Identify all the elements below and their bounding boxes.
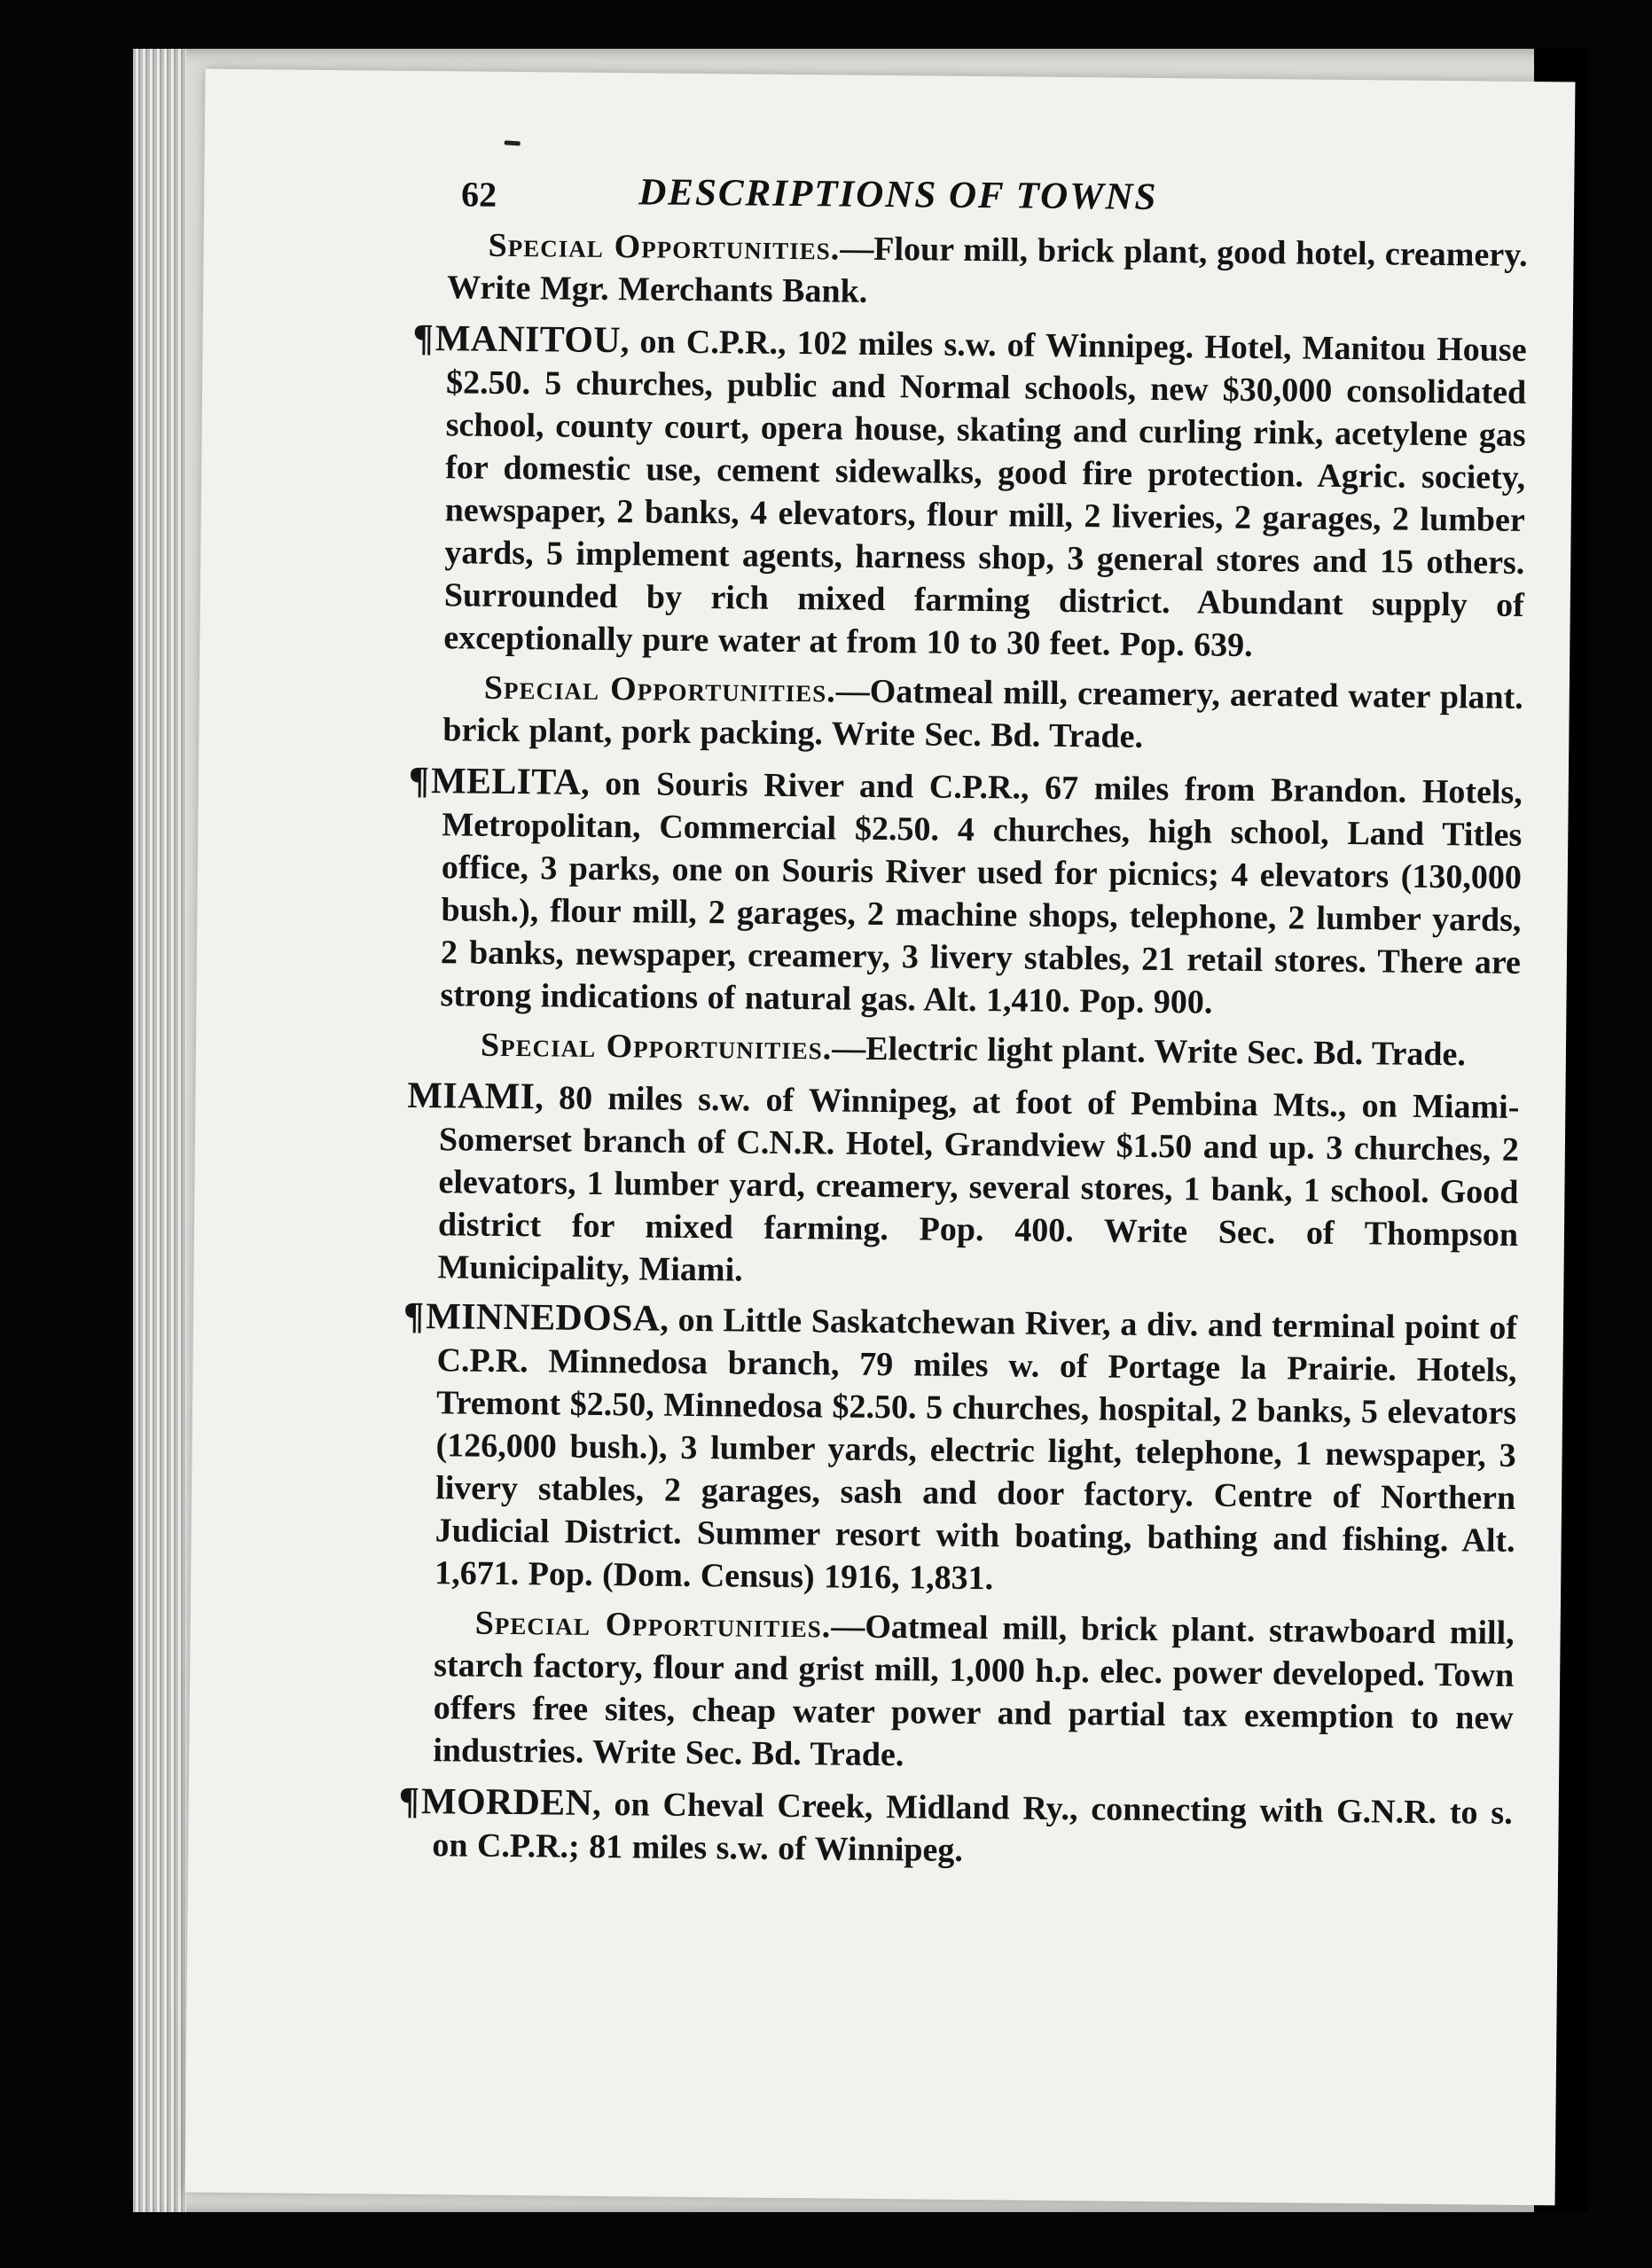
town-name: MELITA bbox=[430, 761, 582, 803]
town-entry-minnedosa bbox=[403, 1294, 1518, 1605]
special-opportunities-paragraph bbox=[433, 1601, 1515, 1782]
running-header: DESCRIPTIONS OF TOWNS bbox=[638, 171, 1158, 218]
town-description: , on Little Saskatchewan River, a div. and terminal point of C.P.R. Minnedosa branch, 79 miles w. of Portage la Prairie. Hotels, Tremont $2.50, Minnedosa $2.50. 5 churches, hospital, 2 banks, 5 elevators (126,000 bush.), 3 lumber yards, electric light, telephone, 1 newspaper, 3 livery stables, 2 garages, sash and door factory. Centre of Northern Judicial District. Summer resort with boating, bathing and fishing. Alt. 1,671. Pop. (Dom. Census) 1916, 1,831. bbox=[435, 1301, 1518, 1598]
special-opportunities-text: —Oatmeal mill, brick plant. strawboard mill, starch factory, flour and grist mill, 1,000 h.p. elec. power developed. Town offers free sites, cheap water power and partial tax exemption to new industries. Write Sec. Bd. Trade. bbox=[433, 1607, 1515, 1774]
pilcrow-mark: ¶ bbox=[403, 1294, 425, 1338]
page-number: 62 bbox=[460, 174, 497, 215]
town-name: MORDEN bbox=[420, 1781, 593, 1824]
special-opportunities-text: —Flour mill, brick plant, good hotel, creamery. Write Mgr. Merchants Bank. bbox=[446, 230, 1528, 310]
town-name: MANITOU bbox=[435, 318, 622, 362]
town-description: , on C.P.R., 102 miles s.w. of Winnipeg. Hotel, Manitou House $2.50. 5 churches, public and Normal schools, new $30,000 consolidated school, county court, opera house, skating and curling rink, acetylene gas for domestic use, cement sidewalks, good fire protection. Agric. society, newspaper, 2 banks, 4 elevators, flour mill, 2 liveries, 2 garages, 2 lumber yards, 5 implement agents, harness shop, 3 general stores and 15 others. Surrounded by rich mixed farming district. Abundant supply of exceptionally pure water at from 10 to 30 feet. Pop. 639. bbox=[443, 323, 1527, 665]
pilcrow-mark: ¶ bbox=[408, 759, 430, 802]
special-opportunities-label: Special Opportunities. bbox=[474, 1604, 832, 1646]
town-entry-miami bbox=[407, 1075, 1520, 1299]
town-entry-melita bbox=[408, 759, 1523, 1027]
pilcrow-mark: ¶ bbox=[398, 1779, 420, 1823]
town-name: MINNEDOSA bbox=[426, 1296, 661, 1340]
town-entry-manitou bbox=[412, 317, 1527, 669]
town-descriptions bbox=[398, 223, 1528, 1884]
special-opportunities-paragraph bbox=[440, 1023, 1520, 1076]
book-page-edges bbox=[133, 49, 186, 2212]
town-entry-morden bbox=[398, 1779, 1513, 1877]
special-opportunities-paragraph bbox=[447, 223, 1528, 319]
special-opportunities-text: —Electric light plant. Write Sec. Bd. Trade. bbox=[832, 1029, 1467, 1074]
town-name: MIAMI bbox=[407, 1075, 536, 1118]
pilcrow-mark: ¶ bbox=[412, 317, 435, 360]
ink-mark bbox=[505, 140, 521, 145]
special-opportunities-label: Special Opportunities. bbox=[483, 669, 836, 710]
town-description: , 80 miles s.w. of Winnipeg, at foot of Pembina Mts., on Miami-Somerset branch of C.N.R. Hotel, Grandview $1.50 and up. 3 churches, 2 elevators, 1 lumber yard, creamery, several stores, 1 bank, 1 school. Good district for mixed farming. Pop. 400. Write Sec. of Thompson Municipality, Miami. bbox=[437, 1079, 1520, 1289]
special-opportunities-label: Special Opportunities. bbox=[480, 1026, 833, 1068]
special-opportunities-paragraph bbox=[442, 666, 1523, 762]
town-description: , on Cheval Creek, Midland Ry., connecting with G.N.R. to s. on C.P.R.; 81 miles s.w. of Winnipeg. bbox=[432, 1785, 1513, 1869]
special-opportunities-text: —Oatmeal mill, creamery, aerated water plant. brick plant, pork packing. Write Sec. Bd. Trade. bbox=[442, 672, 1524, 755]
town-description: , on Souris River and C.P.R., 67 miles from Brandon. Hotels, Metropolitan, Commercial $2.50. 4 churches, high school, Land Titles office, 3 parks, one on Souris River used for picnics; 4 elevators (130,000 bush.), flour mill, 2 garages, 2 machine shops, telephone, 2 lumber yards, 2 banks, newspaper, creamery, 3 livery stables, 21 retail stores. There are strong indications of natural gas. Alt. 1,410. Pop. 900. bbox=[440, 764, 1523, 1021]
special-opportunities-label: Special Opportunities. bbox=[488, 226, 841, 268]
book-page bbox=[185, 69, 1576, 2206]
